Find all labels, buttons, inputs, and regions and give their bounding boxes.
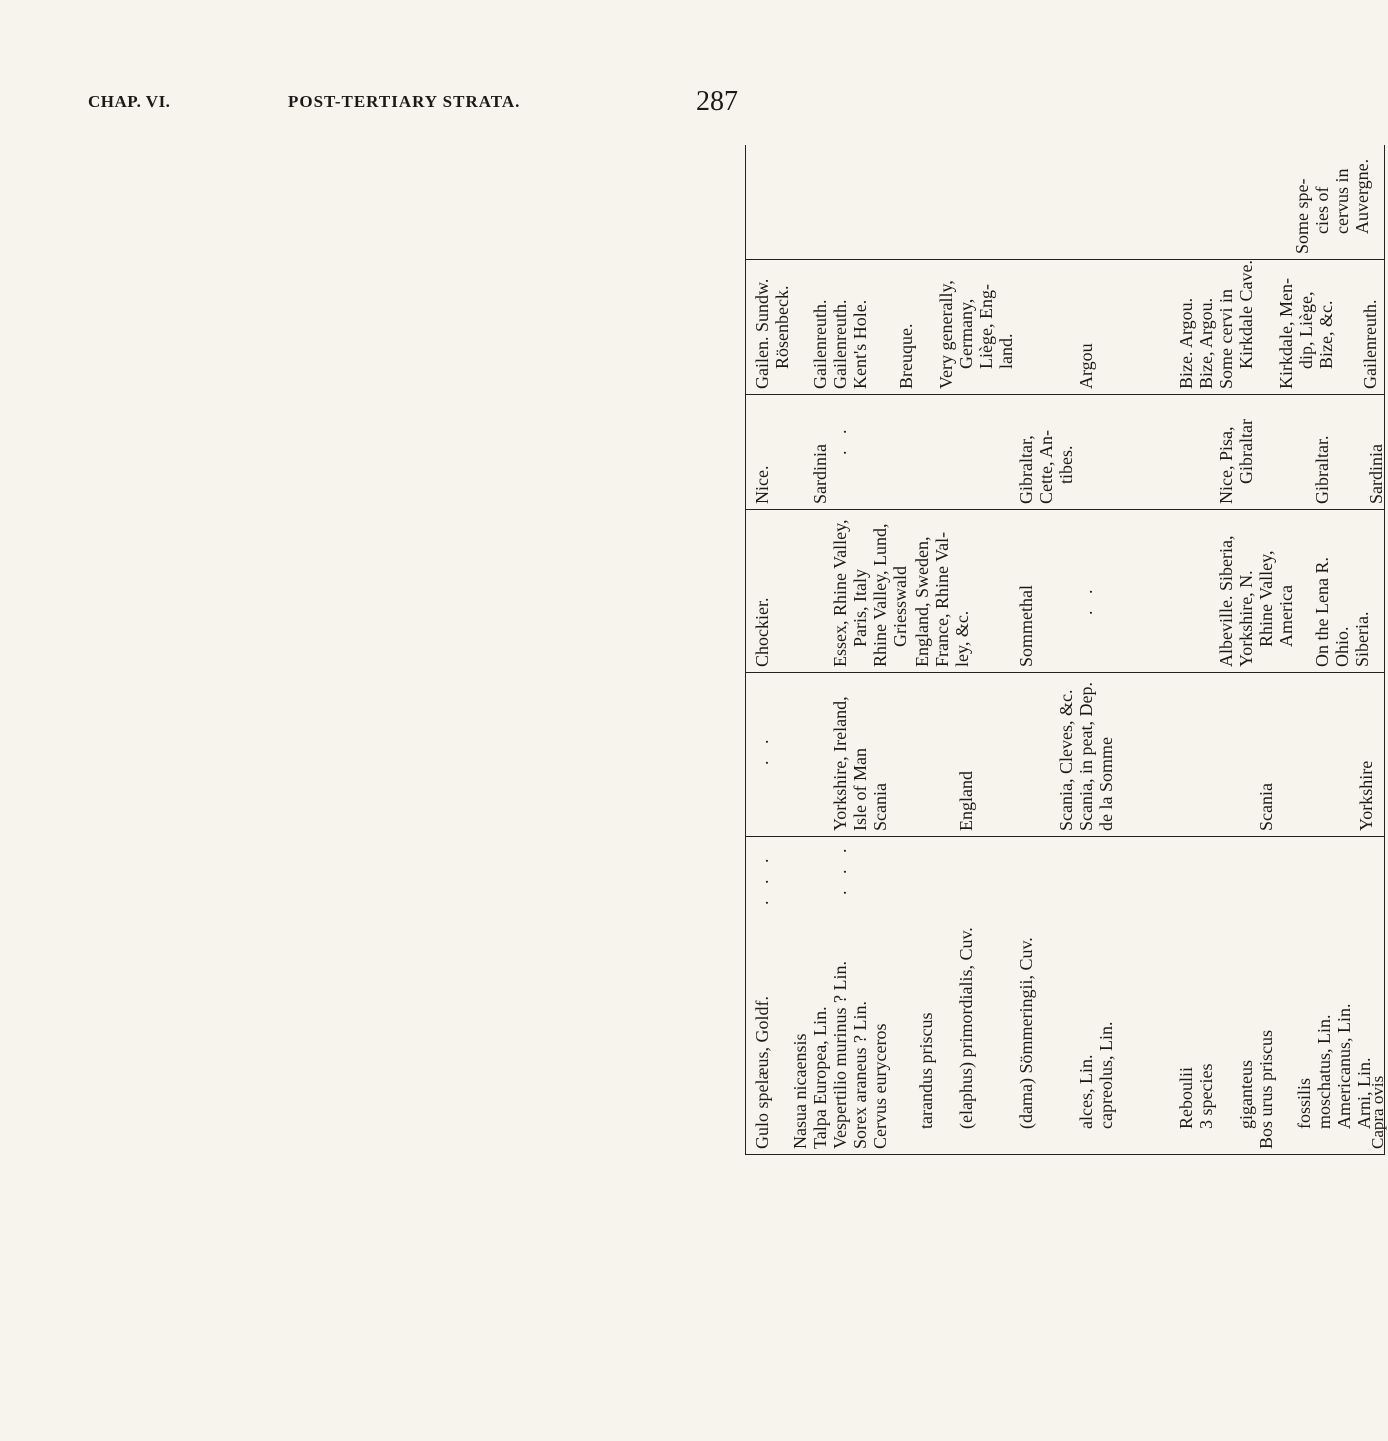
species-entry: alces, Lin. (1076, 1054, 1096, 1129)
locality-entry: Isle of Man (850, 748, 870, 831)
locality-entry: Sommethal (1016, 585, 1036, 667)
locality-entry: Yorkshire, Ireland, (830, 696, 850, 831)
locality-entry: England (956, 771, 976, 831)
locality-entry: Albeville. Siberia, (1216, 535, 1236, 667)
species-entry: (dama) Sömmeringii, Cuv. (1016, 937, 1036, 1129)
locality-entry: Scania (1256, 783, 1276, 831)
locality-entry: ley, &c. (952, 610, 972, 667)
species-entry: Americanus, Lin. (1334, 1003, 1354, 1129)
locality-entry: Rhine Valley, Lund, (870, 523, 890, 667)
locality-entry: Liège, Eng- (976, 284, 996, 369)
locality-entry: Sardinia (810, 444, 830, 504)
locality-entry: Bize, Argou. (1196, 297, 1216, 389)
locality-entry: Gibraltar (1236, 419, 1256, 484)
locality-entry: Yorkshire (1356, 760, 1376, 831)
locality-entry: Siberia. (1352, 611, 1372, 667)
locality-entry: Nice. (752, 465, 772, 504)
locality-entry: Scania, Cleves, &c. (1056, 689, 1076, 831)
locality-entry: Kirkdale Cave. (1236, 260, 1256, 369)
species-entry: (elaphus) primordialis, Cuv. (956, 927, 976, 1129)
notes-column (746, 145, 1386, 260)
leader-dots: . . (1076, 583, 1096, 615)
chapter-label: CHAP. VI. (88, 92, 171, 111)
species-entry: fossilis (1294, 1077, 1314, 1129)
locality-entry: Nice, Pisa, (1216, 426, 1236, 504)
species-entry: Arni, Lin. (1354, 1057, 1374, 1129)
locality-entry: Gibraltar, (1016, 435, 1036, 504)
locality-entry: Bize, &c. (1316, 300, 1336, 369)
note-entry: cies of (1312, 186, 1332, 234)
locality-entry: Some cervi in (1216, 289, 1236, 389)
species-entry: moschatus, Lin. (1314, 1014, 1334, 1129)
locality-entry: Gailen. Sundw. (752, 278, 772, 389)
locality-entry: Sardinia (1366, 444, 1386, 504)
note-entry: Some spe- (1292, 178, 1312, 254)
locality-column-caves (746, 260, 1386, 395)
species-entry: tarandus priscus (916, 1012, 936, 1129)
species-entry: Nasua nicaensis (790, 1033, 810, 1149)
species-entry: giganteus (1236, 1060, 1256, 1129)
species-entry: Bos urus priscus (1256, 1029, 1276, 1149)
leader-dots: . . (830, 423, 850, 455)
locality-entry: Gailenreuth. (1360, 299, 1380, 389)
species-entry: Sorex araneus ? Lin. (850, 1001, 870, 1149)
note-entry: cervus in (1332, 168, 1352, 234)
species-entry: Talpa Europea, Lin. (810, 1006, 830, 1149)
locality-entry: Bize. Argou. (1176, 297, 1196, 389)
species-entry: Gulo spelæus, Goldf. (752, 996, 772, 1149)
species-entry: Reboulii (1176, 1067, 1196, 1129)
rotated-table (745, 145, 1385, 1155)
locality-entry: Germany, (956, 298, 976, 369)
locality-entry: Gibraltar. (1312, 435, 1332, 504)
locality-entry: Breuque. (896, 323, 916, 389)
leader-dots: . . . (752, 852, 772, 905)
locality-entry: Gailenreuth. (810, 299, 830, 389)
locality-entry: Very generally, (936, 280, 956, 389)
locality-entry: de la Somme (1096, 737, 1116, 831)
locality-entry: Scania (870, 783, 890, 831)
species-entry: Cervus euryceros (870, 1023, 890, 1149)
page-title: POST-TERTIARY STRATA. (288, 92, 521, 111)
species-entry: Vespertilio murinus ? Lin. (830, 961, 850, 1149)
locality-entry: England, Sweden, (912, 536, 932, 667)
species-entry: Capra ovis (1368, 1075, 1387, 1149)
locality-entry: Kent's Hole. (850, 299, 870, 389)
locality-entry: Rhine Valley, (1256, 550, 1276, 647)
locality-entry: Essex, Rhine Valley, (830, 519, 850, 667)
locality-entry: Argou (1076, 343, 1096, 389)
locality-entry: Chockier. (752, 597, 772, 667)
page-header (88, 86, 738, 122)
leader-dots: . . (752, 733, 772, 765)
locality-entry: Griesswald (890, 566, 910, 647)
locality-entry: Scania, in peat, Dep. (1076, 682, 1096, 831)
locality-entry: tibes. (1056, 445, 1076, 484)
locality-entry: Cette, An- (1036, 430, 1056, 504)
species-entry: 3 species (1196, 1063, 1216, 1129)
page-number: 287 (696, 86, 738, 117)
locality-column-continent (746, 510, 1386, 673)
locality-entry: land. (996, 333, 1016, 369)
locality-entry: Paris, Italy (850, 569, 870, 647)
locality-entry: Ohio. (1332, 626, 1352, 667)
locality-entry: On the Lena R. (1312, 557, 1332, 667)
leader-dots: . . . (830, 842, 850, 895)
locality-column-north (746, 673, 1386, 837)
locality-entry: Yorkshire, N. (1236, 570, 1256, 667)
locality-entry: dip, Liège, (1296, 291, 1316, 369)
species-entry: capreolus, Lin. (1096, 1021, 1116, 1129)
fauna-table (745, 145, 1385, 1155)
locality-entry: France, Rhine Val- (932, 531, 952, 667)
note-entry: Auvergne. (1352, 158, 1372, 234)
locality-entry: America (1276, 585, 1296, 647)
locality-entry: Kirkdale, Men- (1276, 278, 1296, 389)
locality-entry: Gailenreuth. (830, 299, 850, 389)
locality-entry: Rösenbeck. (772, 285, 792, 369)
